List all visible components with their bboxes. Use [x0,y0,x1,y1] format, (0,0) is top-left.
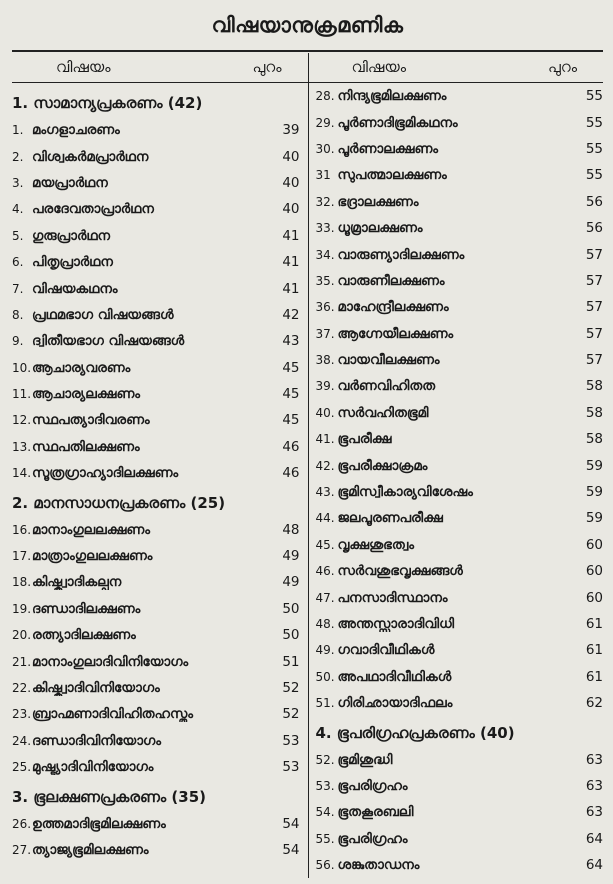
entry-title: വർണവിഹിതത [337,378,436,395]
entry-number: 36. [315,300,335,315]
entry-title: മാനാംഗുലാദിവിനിയോഗം [32,653,189,670]
entry-page: 41 [282,254,300,271]
entry-title: ഭൂമിസ്വീകാര്യവിശേഷം [337,484,473,501]
toc-entry [12,249,300,275]
entry-page: 46 [282,465,300,482]
entry-title: ഉത്തമാദിഭൂമിലക്ഷണം [32,815,166,832]
entry-page: 40 [282,148,300,165]
entry-page: 55 [585,88,603,105]
entry-number: 42. [315,458,335,473]
entry-title: വായവീലക്ഷണം [337,352,440,369]
entry-number: 8. [12,307,24,322]
entry-number: 14. [12,466,32,481]
entry-title: ത്യാജ്യഭൂമിലക്ഷണം [32,841,149,858]
toc-entry [316,162,604,188]
section-heading: 3. ഭൂലക്ഷണപ്രകരണം (35) [12,788,207,807]
entry-title: സ്ഥപത്യാദിവരണം [32,412,150,429]
toc-entry [12,275,300,301]
header-page-right: പുറം [547,58,577,76]
entry-number: 50. [315,669,335,684]
header-subject-right: വിഷയം [351,58,407,76]
entry-title: ദ്വിതീയഭാഗ വിഷയങ്ങൾ [32,333,185,350]
entry-page: 61 [585,616,603,632]
toc-entry [316,83,604,109]
entry-page: 50 [282,627,300,644]
entry-page: 54 [282,841,300,858]
entry-title: നിന്ദ്യഭൂമിലക്ഷണം [337,88,447,105]
entry-title: പ്രഥമഭാഗ വിഷയങ്ങൾ [32,306,174,323]
entry-title: വൃക്ഷശുഭത്വം [337,536,414,553]
entry-title: ജലപൂരണപരീക്ഷ [337,510,443,527]
entry-title: ഭദ്രാലക്ഷണം [337,193,419,210]
entry-title: വിഷയകഥനം [32,280,118,297]
entry-number: 35. [315,273,335,288]
entry-title: സുപത്മാലക്ഷണം [337,167,447,184]
toc-entry [12,460,300,486]
entry-page: 59 [585,510,603,527]
entry-number: 24. [12,733,32,748]
entry-title: പനസാദിസ്ഥാനം [337,589,448,606]
entry-number: 21. [12,654,32,669]
entry-page: 52 [282,680,300,696]
entry-title: പിതൃപ്രാർഥന [32,254,113,271]
entry-number: 30. [315,141,335,156]
entry-number: 34. [315,247,335,262]
entry-title: സ്ഥപതിലക്ഷണം [32,438,140,455]
toc-entry [12,837,300,863]
entry-page: 54 [282,815,300,832]
entry-title: ഭൂപരിഗ്രഹം [337,777,408,794]
entry-page: 46 [282,438,300,455]
toc-entry [316,664,604,690]
toc-entry [316,373,604,399]
entry-title: ആചാര്യലക്ഷണം [32,386,141,403]
entry-title: മാത്രാംഗുലലക്ഷണം [32,548,153,565]
entry-title: മയപ്രാർഥന [32,174,108,191]
toc-entry [12,381,300,407]
entry-number: 54. [315,805,335,820]
entry-page: 57 [585,272,603,289]
toc-entry [12,223,300,249]
entry-page: 56 [585,220,603,237]
toc-entry [12,543,300,569]
entry-number: 31 [315,168,331,183]
toc-entry [316,690,604,716]
entry-number: 43. [315,485,335,500]
entry-page: 63 [585,777,603,794]
column-divider [308,53,309,878]
entry-number: 52. [315,752,335,767]
toc-entry [316,321,604,347]
toc-entry [12,355,300,381]
entry-page: 50 [282,600,300,617]
toc-entry [12,302,300,328]
toc-entry [316,241,604,267]
entry-number: 2. [12,149,24,164]
entry-number: 20. [12,628,32,643]
entry-page: 58 [585,404,603,421]
entry-number: 47. [315,590,335,605]
page-title: വിഷയാനുക്രമണിക [211,13,404,37]
toc-entry [12,728,300,754]
header-right [308,52,604,82]
toc-entry [316,426,604,452]
entry-number: 3. [12,175,24,190]
toc-entry [316,294,604,320]
toc-entry [316,637,604,663]
entry-number: 27. [12,842,32,857]
toc-entry [12,117,300,143]
entry-page: 57 [585,246,603,263]
entry-title: മുഷ്ട്യാദിവിനിയോഗം [32,759,154,776]
toc-entry [12,622,300,648]
toc-entry [316,532,604,558]
toc-entry [12,754,300,780]
entry-number: 46. [315,564,335,579]
toc-entry [12,407,300,433]
toc-entry [316,109,604,135]
entry-title: രത്ന്യാദിലക്ഷണം [32,627,136,644]
entry-title: ഭൂപരീക്ഷാക്രമം [337,457,428,474]
toc-entry [316,400,604,426]
entry-page: 51 [282,653,300,670]
entry-title: സൂത്രഗ്രാഹ്യാദിലക്ഷണം [32,465,179,482]
entry-number: 49. [315,643,335,658]
entry-page: 49 [282,548,300,565]
entry-page: 55 [585,114,603,131]
entry-page: 64 [585,830,603,847]
entry-number: 33. [315,221,335,236]
toc-entry [316,584,604,610]
entry-page: 57 [585,352,603,369]
toc-entry [316,799,604,825]
entry-page: 59 [585,457,603,474]
toc-entry [316,558,604,584]
entry-title: അപഥാദിവീഥികൾ [337,668,452,685]
entry-title: പൂർണാലക്ഷണം [337,140,439,157]
section-heading: 1. സാമാന്യപ്രകരണം (42) [12,94,203,112]
toc-entry [316,773,604,799]
entry-page: 57 [585,325,603,342]
entry-page: 55 [585,167,603,184]
entry-title: ഭൂമിശുദ്ധി [337,751,393,768]
entry-page: 63 [585,804,603,821]
toc-entry [12,328,300,354]
entry-page: 60 [585,536,603,553]
entry-page: 60 [585,563,603,580]
toc-entry [12,701,300,727]
entry-number: 40. [315,405,335,420]
entry-title: സർവഹിതഭൂമി [337,404,429,421]
entry-page: 52 [282,706,300,723]
entry-title: പരദേവതാപ്രാർഥന [32,201,154,218]
toc-entry [12,675,300,701]
left-column [12,83,308,878]
entry-number: 51. [315,696,335,711]
toc-entry [316,852,604,878]
entry-number: 39. [315,379,335,394]
entry-page: 42 [282,306,300,323]
entry-number: 28. [315,89,335,104]
entry-number: 7. [12,281,24,296]
entry-page: 49 [282,574,300,591]
toc-entry [316,611,604,637]
entry-title: മംഗളാചരണം [32,122,120,139]
entry-number: 19. [12,601,32,616]
toc-entry [316,189,604,215]
entry-number: 18. [12,575,32,590]
entry-title: ഭൂപരീക്ഷ [337,431,392,448]
entry-number: 55. [315,831,335,846]
toc-entry [12,516,300,542]
entry-number: 45. [315,537,335,552]
entry-page: 58 [585,431,603,448]
toc-entry [316,479,604,505]
section-heading: 2. മാനസാധനപ്രകരണം (25) [12,494,226,513]
entry-title: ബ്രാഹ്മണാദിവിഹിതഹസ്തം [32,706,194,723]
entry-page: 61 [585,642,603,659]
entry-number: 11. [12,387,32,402]
entry-number: 22. [12,681,32,695]
entry-number: 25. [12,760,32,775]
entry-page: 45 [282,412,300,429]
entry-number: 53. [315,778,335,793]
entry-page: 41 [282,227,300,244]
entry-page: 58 [585,378,603,395]
toc-entry [316,452,604,478]
toc-entry [316,215,604,241]
toc-entry [316,347,604,373]
entry-page: 64 [585,857,603,874]
toc-entry [316,268,604,294]
entry-title: അന്തസ്സാരാദിവിധി [337,616,455,632]
section-heading: 4. ഭൂപരിഗ്രഹപ്രകരണം (40) [315,724,515,743]
entry-page: 41 [282,280,300,297]
toc-entry [12,170,300,196]
header-left [12,52,308,82]
entry-page: 55 [585,140,603,157]
entry-page: 53 [282,759,300,776]
toc-entry [12,648,300,674]
entry-number: 17. [12,549,32,564]
toc-entry [316,505,604,531]
entry-title: ഭൂപരിഗ്രഹം [337,830,408,847]
entry-title: വാരുണീലക്ഷണം [337,272,445,289]
entry-title: ആഗ്നേയീലക്ഷണം [337,325,454,342]
entry-number: 23. [12,707,32,722]
entry-title: ഗവാദിവീഥികൾ [337,642,435,659]
toc-entry [12,143,300,169]
entry-title: ഗിരിഛായാദിഫലം [337,695,453,712]
entry-page: 39 [282,122,300,139]
entry-title: ദണ്ഡാദിലക്ഷണം [32,600,141,617]
entry-number: 41. [315,432,335,447]
right-column [308,83,604,878]
entry-number: 5. [12,228,24,243]
entry-title: വിശ്വകർമപ്രാർഥന [32,148,149,165]
entry-title: സർവശുഭവൃക്ഷങ്ങൾ [337,563,463,580]
entry-title: മാനാംഗുലലക്ഷണം [32,521,150,538]
entry-number: 13. [12,439,32,454]
entry-page: 40 [282,174,300,191]
entry-number: 6. [12,255,24,270]
entry-number: 37. [315,326,335,341]
toc-entry [12,810,300,836]
entry-page: 43 [282,333,300,350]
toc-entry [12,569,300,595]
entry-page: 59 [585,484,603,501]
entry-page: 61 [585,668,603,685]
entry-number: 9. [12,334,24,349]
entry-title: കിഷ്ക്വാദിവിനിയോഗം [32,680,160,696]
entry-number: 26. [12,816,32,831]
entry-page: 40 [282,201,300,218]
entry-number: 56. [315,858,335,873]
entry-number: 10. [12,360,32,375]
entry-page: 45 [282,359,300,376]
entry-title: ഭൂതകൂരബലി [337,804,414,821]
entry-page: 60 [585,589,603,606]
header-page-left: പുറം [252,58,282,76]
entry-page: 53 [282,732,300,749]
entry-page: 56 [585,193,603,210]
header-subject-left: വിഷയം [56,58,111,76]
entry-number: 38. [315,353,335,368]
entry-number: 44. [315,511,335,526]
entry-page: 45 [282,386,300,403]
entry-title: പൂർണാദിഭൂമികഥനം [337,114,458,131]
entry-title: ആചാര്യവരണം [32,359,131,376]
entry-title: ഗുരുപ്രാർഥന [32,227,111,244]
toc-entry [316,746,604,772]
toc-entry [12,434,300,460]
entry-page: 57 [585,299,603,316]
toc-columns [12,83,603,878]
toc-entry [316,136,604,162]
entry-title: ധൂമ്രാലക്ഷണം [337,220,423,237]
entry-number: 12. [12,413,32,428]
entry-number: 1. [12,123,24,138]
entry-number: 32. [315,194,335,209]
entry-page: 48 [282,521,300,538]
entry-title: ശങ്കുതാഡനം [337,857,420,874]
entry-title: മാഹേന്ദ്രീലക്ഷണം [337,299,449,316]
entry-title: കിഷ്ക്വാദികല്പന [32,574,122,591]
toc-entry [12,196,300,222]
entry-page: 62 [585,695,603,712]
entry-number: 48. [315,617,335,631]
toc-entry [316,826,604,852]
entry-title: വാരുണ്യാദിലക്ഷണം [337,246,465,263]
entry-number: 4. [12,202,24,217]
entry-page: 63 [585,751,603,768]
toc-entry [12,596,300,622]
entry-number: 29. [315,115,335,130]
entry-number: 16. [12,522,32,537]
entry-title: ദണ്ഡാദിവിനിയോഗം [32,732,161,749]
